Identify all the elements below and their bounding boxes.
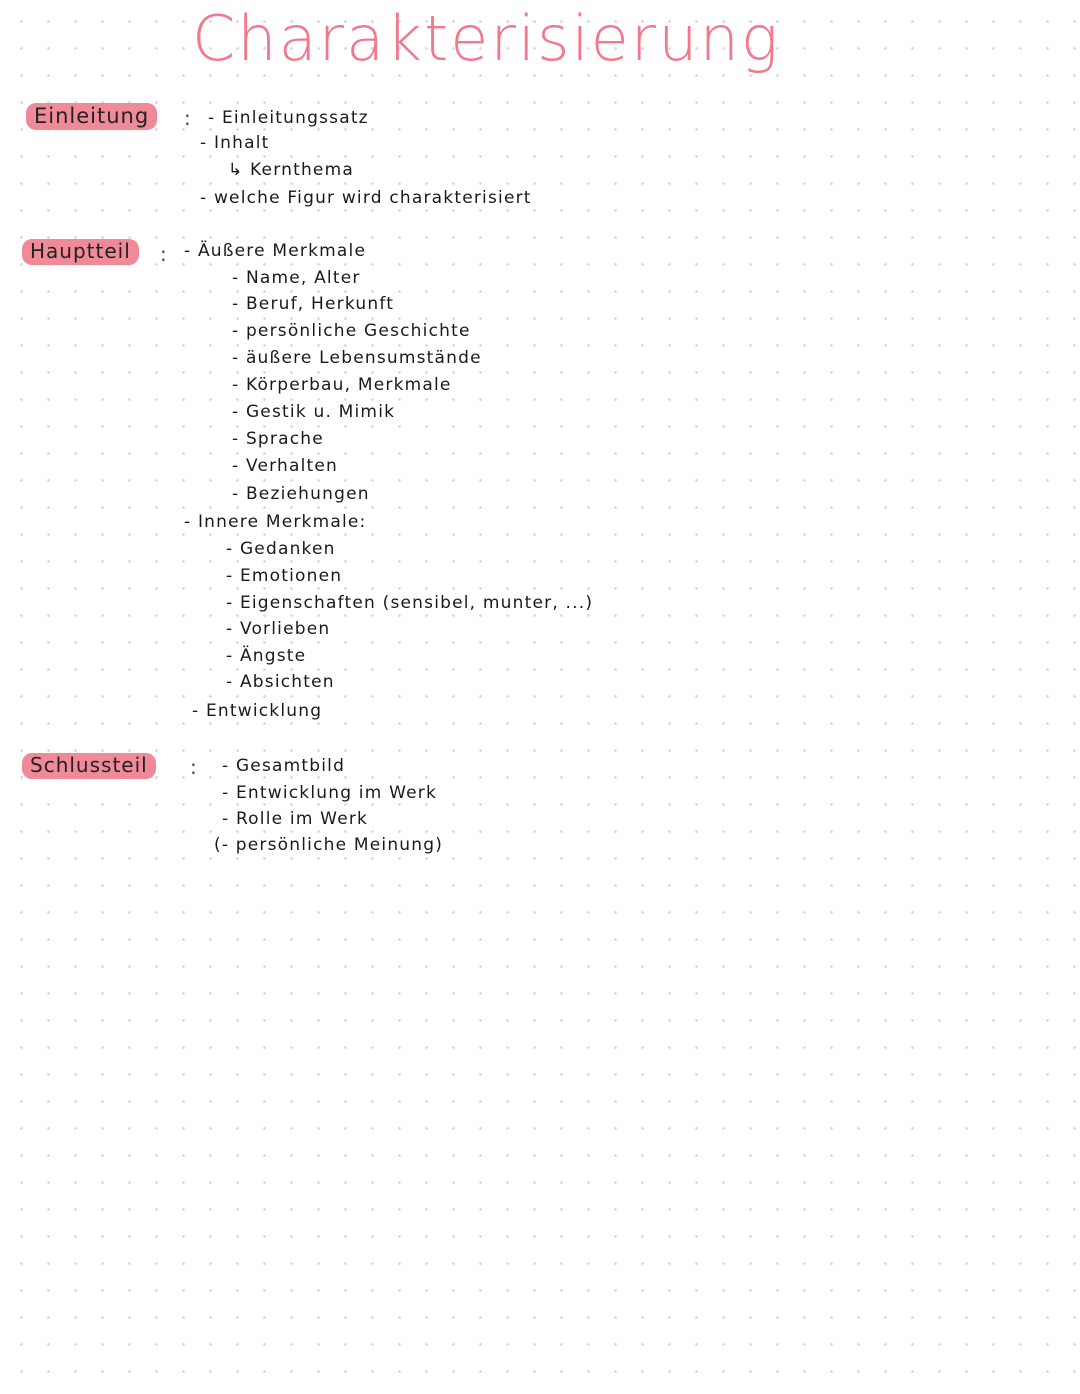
hauptteil-item: - Absichten: [226, 672, 335, 692]
hauptteil-item: - Beziehungen: [232, 484, 370, 504]
schlussteil-item: - Entwicklung im Werk: [222, 783, 437, 803]
hauptteil-item: - Körperbau, Merkmale: [232, 375, 452, 395]
hauptteil-item: - Sprache: [232, 429, 324, 449]
schlussteil-item: (- persönliche Meinung): [214, 835, 444, 855]
hauptteil-item: - Gestik u. Mimik: [232, 402, 396, 422]
section-label-hauptteil: Hauptteil: [22, 239, 139, 265]
hauptteil-item: - Emotionen: [226, 566, 343, 586]
hauptteil-item: - Name, Alter: [232, 268, 361, 288]
einleitung-item: ↳ Kernthema: [228, 160, 354, 180]
colon: :: [190, 755, 197, 779]
hauptteil-item: - Eigenschaften (sensibel, munter, ...): [226, 593, 594, 613]
hauptteil-item: - Beruf, Herkunft: [232, 294, 395, 314]
page-title: Charakterisierung: [192, 2, 781, 75]
einleitung-item: - Einleitungssatz: [208, 108, 369, 128]
einleitung-item: - welche Figur wird charakterisiert: [200, 188, 532, 208]
schlussteil-item: - Gesamtbild: [222, 756, 346, 776]
hauptteil-item: - Ängste: [226, 646, 307, 666]
colon: :: [160, 242, 167, 266]
einleitung-item: - Inhalt: [200, 133, 270, 153]
schlussteil-item: - Rolle im Werk: [222, 809, 369, 829]
colon: :: [184, 106, 191, 130]
hauptteil-entwicklung: - Entwicklung: [192, 701, 323, 721]
hauptteil-item: - äußere Lebensumstände: [232, 348, 482, 368]
hauptteil-item: - persönliche Geschichte: [232, 321, 471, 341]
hauptteil-heading-aeussere: - Äußere Merkmale: [184, 241, 367, 261]
hauptteil-item: - Verhalten: [232, 456, 339, 476]
hauptteil-item: - Vorlieben: [226, 619, 331, 639]
hauptteil-heading-innere: - Innere Merkmale:: [184, 512, 367, 532]
hauptteil-item: - Gedanken: [226, 539, 336, 559]
section-label-einleitung: Einleitung: [26, 103, 157, 130]
section-label-schlussteil: Schlussteil: [22, 753, 156, 779]
